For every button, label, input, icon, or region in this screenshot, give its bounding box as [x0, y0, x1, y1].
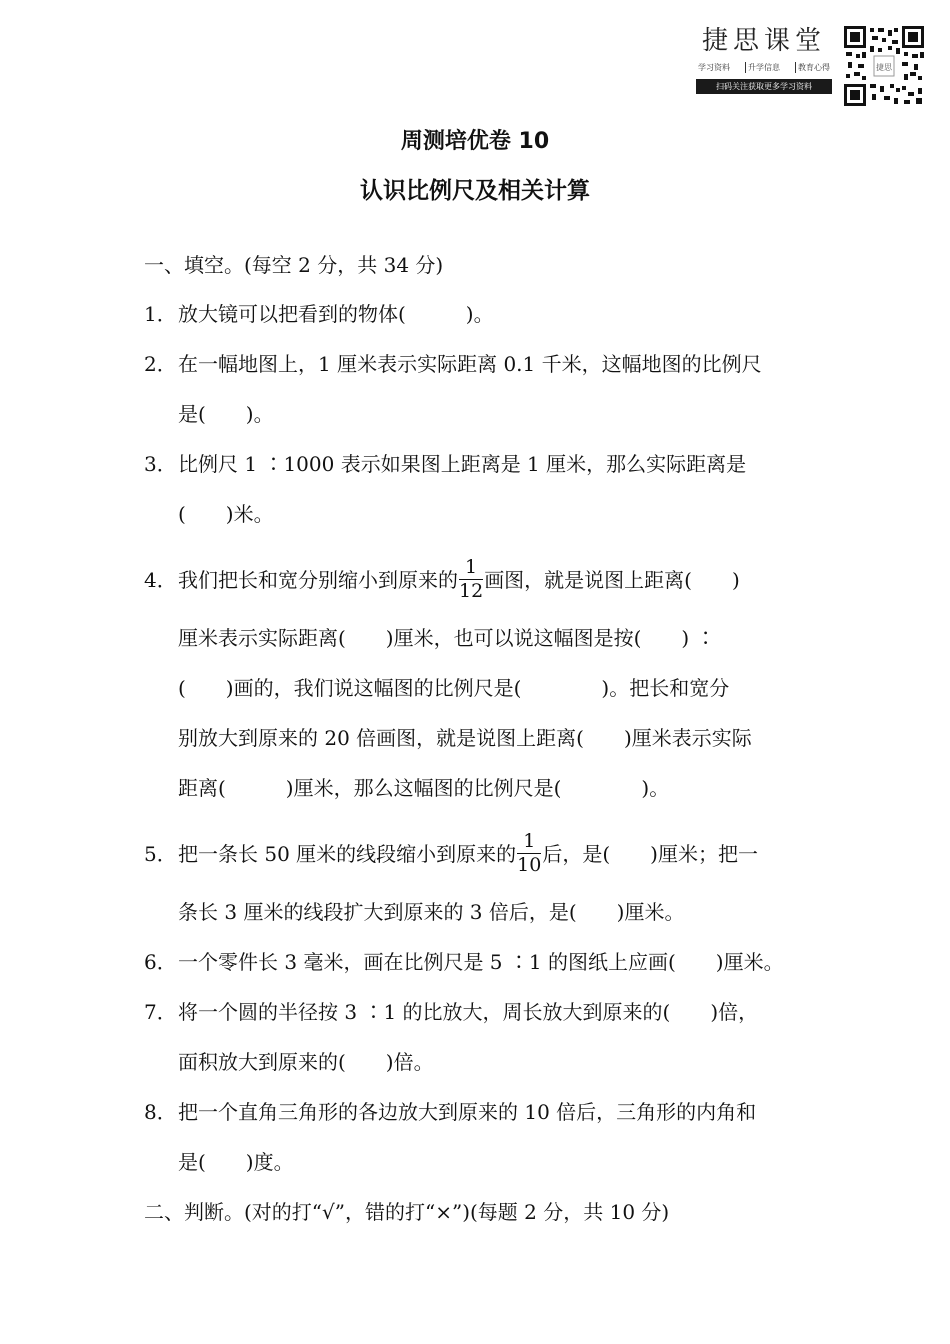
question-number: 2．	[144, 352, 177, 376]
brand-tag: 学习资料	[698, 63, 730, 72]
fraction	[459, 558, 483, 601]
question-text: 在一幅地图上，1 厘米表示实际距离 0.1 千米，这幅地图的比例尺	[178, 352, 762, 376]
question-2	[144, 350, 762, 378]
question-text: 把一条长 50 厘米的线段缩小到原来的	[178, 842, 517, 866]
question-7	[144, 998, 758, 1026]
fraction	[517, 832, 541, 875]
brand-tag: 教育心得	[795, 62, 832, 73]
question-number: 4．	[144, 568, 177, 592]
fraction-numerator: 1	[517, 832, 541, 854]
question-6	[144, 948, 784, 976]
brand-slogan-bar: 扫码关注获取更多学习资料	[696, 79, 832, 94]
question-number: 6．	[144, 950, 177, 974]
question-3	[144, 450, 746, 478]
question-4-continuation: 厘米表示实际距离( )厘米，也可以说这幅图是按( ) ∶	[178, 626, 716, 650]
qr-code-icon	[844, 26, 924, 106]
question-text: 放大镜可以把看到的物体( )。	[178, 302, 494, 326]
question-4-continuation: 距离( )厘米，那么这幅图的比例尺是( )。	[178, 776, 670, 800]
question-number: 3．	[144, 452, 177, 476]
question-text: 将一个圆的半径按 3 ∶1 的比放大，周长放大到原来的( )倍，	[178, 1000, 759, 1024]
question-4	[144, 556, 740, 603]
fraction-denominator: 10	[517, 854, 542, 876]
question-4-continuation: 别放大到原来的 20 倍画图，就是说图上距离( )厘米表示实际	[178, 726, 752, 750]
brand-name: 捷思课堂	[701, 26, 826, 56]
fraction-numerator: 1	[459, 558, 483, 580]
question-text: 画图，就是说图上距离( )	[484, 568, 740, 592]
question-text: 后，是( )厘米；把一	[542, 842, 758, 866]
question-5	[144, 830, 758, 877]
page-subtitle: 认识比例尺及相关计算	[360, 178, 590, 204]
question-text: 比例尺 1 ∶1000 表示如果图上距离是 1 厘米，那么实际距离是	[178, 452, 747, 476]
brand-tags	[696, 62, 832, 73]
brand-block	[696, 26, 832, 94]
question-number: 7．	[144, 1000, 177, 1024]
page-title: 周测培优卷 10	[400, 129, 550, 154]
question-number: 1．	[144, 302, 177, 326]
question-4-continuation: ( )画的，我们说这幅图的比例尺是( )。把长和宽分	[178, 676, 730, 700]
section-heading-true-false: 二、判断。(对的打“√”，错的打“×”)(每题 2 分，共 10 分)	[144, 1200, 670, 1224]
question-text: 把一个直角三角形的各边放大到原来的 10 倍后，三角形的内角和	[178, 1100, 757, 1124]
question-8	[144, 1098, 756, 1126]
question-7-continuation: 面积放大到原来的( )倍。	[178, 1050, 434, 1074]
question-text: 我们把长和宽分别缩小到原来的	[178, 568, 458, 592]
question-5-continuation: 条长 3 厘米的线段扩大到原来的 3 倍后，是( )厘米。	[178, 900, 685, 924]
question-text: 一个零件长 3 毫米，画在比例尺是 5 ∶1 的图纸上应画( )厘米。	[178, 950, 784, 974]
question-number: 5．	[144, 842, 177, 866]
fraction-denominator: 12	[459, 580, 484, 602]
question-3-continuation: ( )米。	[178, 502, 274, 526]
section-heading-fill-in: 一、填空。(每空 2 分，共 34 分)	[144, 253, 444, 277]
question-2-continuation: 是( )。	[178, 402, 274, 426]
brand-tag: 升学信息	[745, 62, 782, 73]
question-number: 8．	[144, 1100, 177, 1124]
question-8-continuation: 是( )度。	[178, 1150, 294, 1174]
question-1	[144, 300, 494, 328]
qr-center-text: 捷思	[876, 63, 892, 72]
